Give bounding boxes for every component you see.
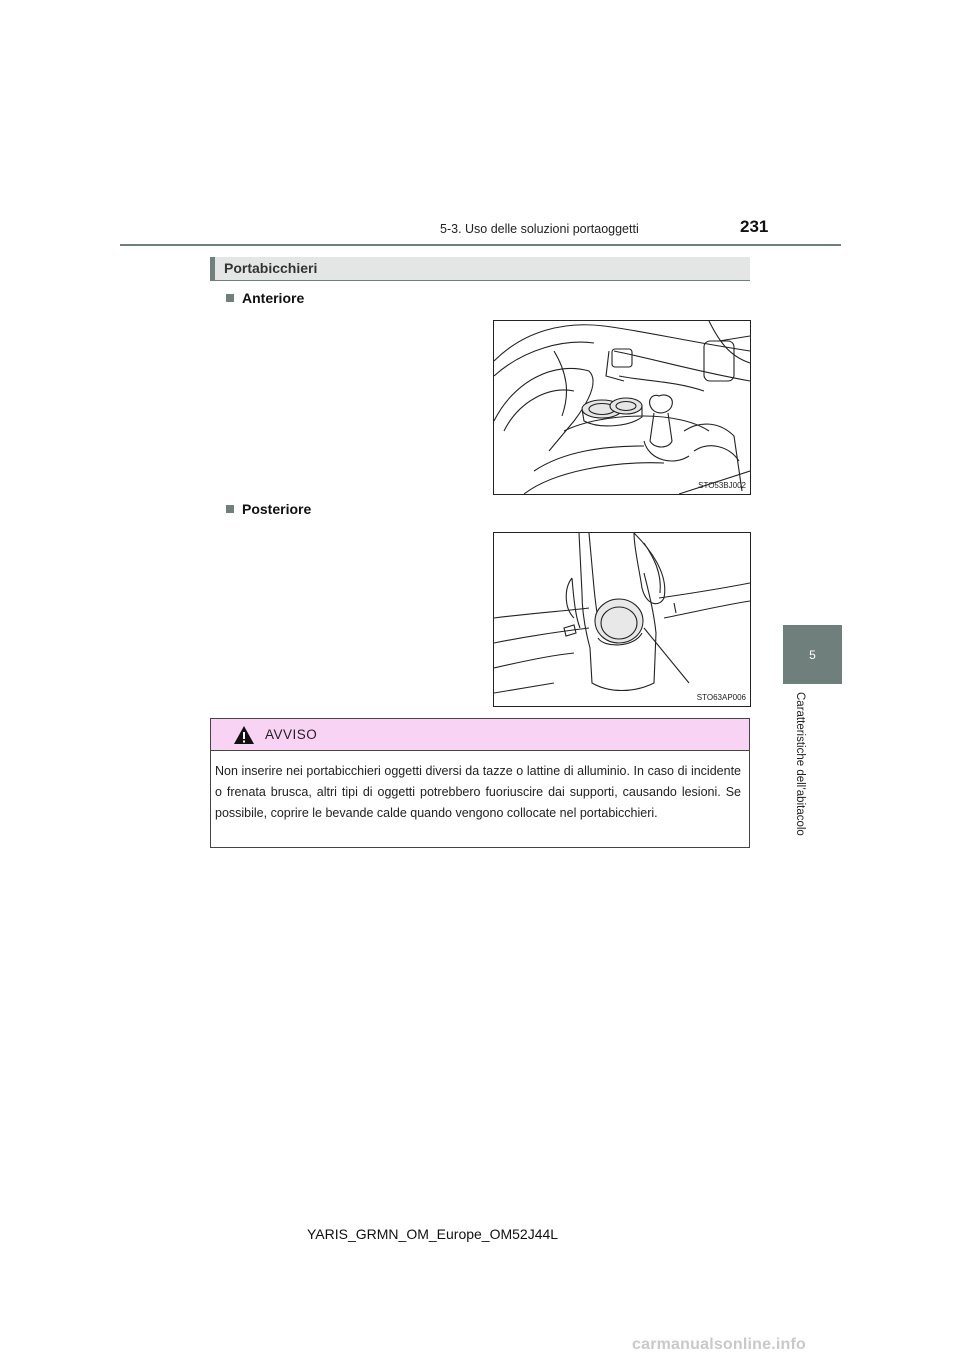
- watermark: carmanualsonline.info: [632, 1336, 807, 1353]
- figure-rear-cupholder: [493, 532, 751, 707]
- header-section-title: 5-3. Uso delle soluzioni portaoggetti: [440, 222, 639, 236]
- subsection-heading-front: [226, 290, 304, 306]
- chapter-number: 5: [809, 647, 816, 662]
- header-rule: [120, 244, 841, 246]
- warning-triangle-icon: [233, 725, 255, 745]
- section-title-bar: [210, 257, 750, 281]
- rear-cupholder-illustration: [494, 533, 750, 706]
- warning-text: Non inserire nei portabicchieri oggetti diversi da tazze o lattine di alluminio. In caso di incidente o frenata brusca, altri tipi di oggetti potrebbero fuoriuscire dai supporti, causando lesioni. Se possibile, coprire le bevande calde quando vengono collocate nel portabicchieri.: [215, 764, 741, 820]
- front-cupholder-illustration: [494, 321, 750, 494]
- warning-header: [211, 719, 749, 751]
- subsection-title-front: Anteriore: [242, 290, 305, 306]
- figure-code-rear: STO63AP006: [696, 693, 746, 702]
- subsection-title-rear: Posteriore: [242, 501, 312, 517]
- subsection-heading-rear: [226, 501, 311, 517]
- page-number: 231: [740, 217, 769, 236]
- chapter-tab: [783, 625, 842, 684]
- square-bullet-icon: [226, 505, 234, 513]
- section-title: Portabicchieri: [224, 260, 318, 276]
- chapter-side-label: [792, 692, 808, 862]
- warning-box: [210, 718, 750, 848]
- section-title-accent: [210, 257, 215, 280]
- figure-front-cupholder: [493, 320, 751, 495]
- warning-title: AVVISO: [265, 727, 318, 742]
- chapter-title: Caratteristiche dell’abitacolo: [794, 692, 806, 836]
- document-footer: YARIS_GRMN_OM_Europe_OM52J44L: [307, 1226, 559, 1242]
- square-bullet-icon: [226, 294, 234, 302]
- figure-code-front: STO53BJ002: [698, 481, 746, 490]
